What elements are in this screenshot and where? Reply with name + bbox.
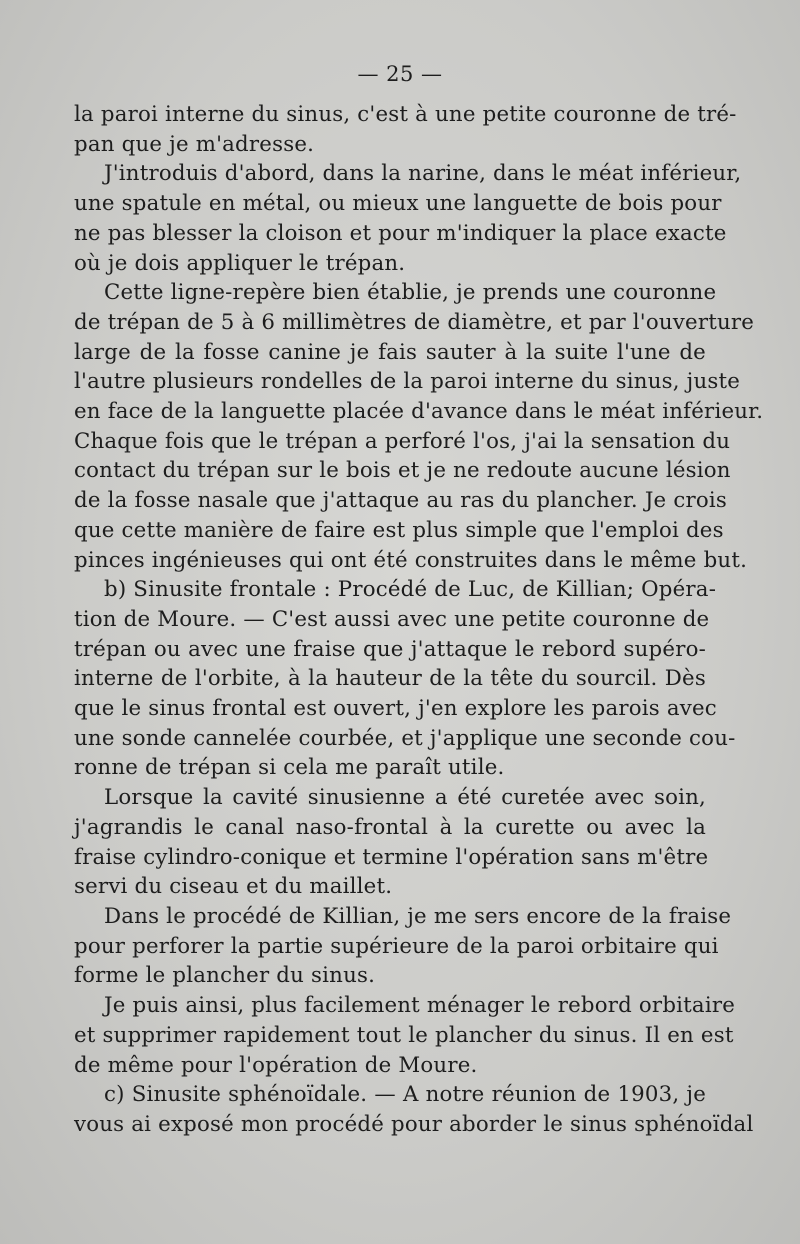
text-line: ne pas blesser la cloison et pour m'indiquer la place exacte: [74, 220, 727, 246]
text-line: vous ai exposé mon procédé pour aborder le sinus sphénoïdal: [74, 1111, 754, 1137]
text-line: Je puis ainsi, plus facilement ménager le rebord orbitaire: [104, 993, 736, 1019]
text-line: de même pour l'opération de Moure.: [74, 1052, 478, 1078]
text-line: forme le plancher du sinus.: [74, 963, 376, 989]
text-line: Cette ligne-repère bien établie, je prends une couronne: [104, 280, 717, 306]
page-number: — 25 —: [357, 62, 443, 86]
text-line: Chaque fois que le trépan a perforé l'os, j'ai la sensation du: [74, 428, 731, 454]
text-line: Lorsque la cavité sinusienne a été curetée avec soin,: [104, 785, 706, 811]
text-line: pinces ingénieuses qui ont été construites dans le même but.: [74, 547, 748, 573]
text-line: pan que je m'adresse.: [74, 131, 315, 157]
text-line: une spatule en métal, ou mieux une languette de bois pour: [74, 191, 722, 217]
text-line: la paroi interne du sinus, c'est à une petite couronne de tré-: [74, 102, 737, 127]
paragraph: [74, 100, 737, 159]
paragraph: [74, 1080, 754, 1139]
paragraph: [74, 902, 732, 991]
paragraph: [74, 278, 764, 575]
text-line: que cette manière de faire est plus simple que l'emploi des: [74, 517, 724, 543]
text-line: large de la fosse canine je fais sauter à la suite l'une de: [74, 339, 706, 365]
text-line: Dans le procédé de Killian, je me sers encore de la fraise: [104, 903, 732, 929]
text-line: b) Sinusite frontale : Procédé de Luc, de Killian; Opéra-: [104, 577, 717, 603]
text-line: J'introduis d'abord, dans la narine, dans le méat inférieur,: [104, 161, 742, 187]
text-line: fraise cylindro-conique et termine l'opération sans m'être: [74, 844, 709, 870]
paragraph: [74, 575, 736, 783]
paragraph: [74, 159, 742, 278]
text-line: ronne de trépan si cela me paraît utile.: [74, 755, 505, 781]
paragraph: [74, 783, 709, 902]
paragraph: [74, 991, 736, 1080]
text-line: l'autre plusieurs rondelles de la paroi interne du sinus, juste: [74, 369, 741, 395]
text-line: contact du trépan sur le bois et je ne redoute aucune lésion: [74, 458, 731, 484]
text-line: trépan ou avec une fraise que j'attaque le rebord supéro-: [74, 636, 706, 662]
text-line: interne de l'orbite, à la hauteur de la tête du sourcil. Dès: [74, 666, 706, 692]
text-line: tion de Moure. — C'est aussi avec une petite couronne de: [74, 606, 710, 632]
text-line: où je dois appliquer le trépan.: [74, 250, 406, 276]
text-line: une sonde cannelée courbée, et j'applique une seconde cou-: [74, 725, 736, 751]
text-line: de la fosse nasale que j'attaque au ras du plancher. Je crois: [74, 488, 727, 514]
text-line: et supprimer rapidement tout le plancher du sinus. Il en est: [74, 1022, 734, 1048]
text-line: c) Sinusite sphénoïdale. — A notre réunion de 1903, je: [104, 1082, 706, 1108]
body-text: [74, 100, 764, 1140]
text-line: pour perforer la partie supérieure de la paroi orbitaire qui: [74, 933, 719, 959]
text-line: j'agrandis le canal naso-frontal à la curette ou avec la: [74, 814, 706, 840]
text-line: de trépan de 5 à 6 millimètres de diamètre, et par l'ouverture: [74, 309, 755, 335]
text-line: que le sinus frontal est ouvert, j'en explore les parois avec: [74, 696, 717, 722]
text-line: servi du ciseau et du maillet.: [74, 874, 393, 900]
text-line: en face de la languette placée d'avance dans le méat inférieur.: [74, 399, 764, 425]
